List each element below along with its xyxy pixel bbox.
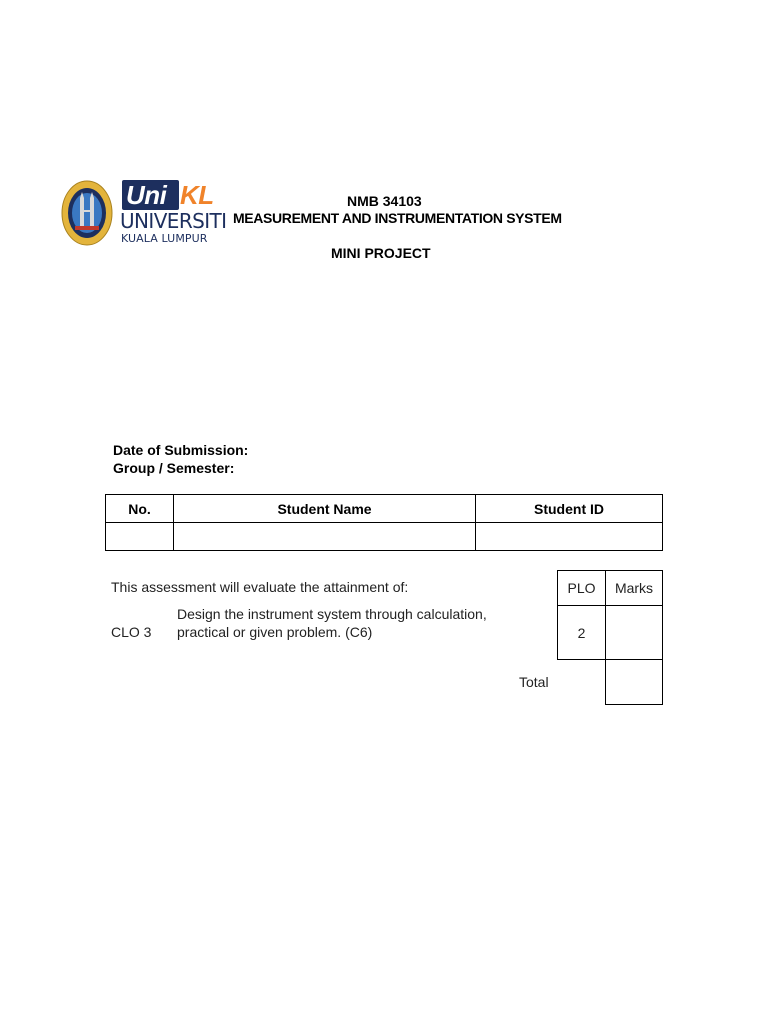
total-label: Total xyxy=(519,674,549,690)
cell-student-name[interactable] xyxy=(174,523,476,551)
brand-universiti-text: UNIVERSITI xyxy=(120,209,227,233)
brand-kl-text: KL xyxy=(180,180,214,210)
clo-label: CLO 3 xyxy=(111,624,152,640)
clo-description xyxy=(177,605,487,641)
marks-header-cell: Marks xyxy=(605,570,663,606)
course-title: MEASUREMENT AND INSTRUMENTATION SYSTEM xyxy=(233,210,562,226)
column-header-student-id: Student ID xyxy=(476,495,663,523)
cell-student-id[interactable] xyxy=(476,523,663,551)
brand-kuala-lumpur-text: KUALA LUMPUR xyxy=(121,232,208,245)
student-table xyxy=(105,494,663,551)
cell-no[interactable] xyxy=(106,523,174,551)
column-header-no: No. xyxy=(106,495,174,523)
table-row xyxy=(106,523,663,551)
student-table-header-row xyxy=(106,495,663,523)
plo-header-cell: PLO xyxy=(557,570,606,606)
university-crest-logo xyxy=(61,180,113,246)
column-header-student-name: Student Name xyxy=(174,495,476,523)
document-type: MINI PROJECT xyxy=(331,245,431,261)
total-marks-cell[interactable] xyxy=(605,659,663,705)
course-code: NMB 34103 xyxy=(347,193,422,209)
clo-description-line-2: practical or given problem. (C6) xyxy=(177,624,373,640)
brand-uni-text: Uni xyxy=(126,180,167,210)
plo-value-cell: 2 xyxy=(557,605,606,660)
group-semester-label: Group / Semester: xyxy=(113,460,235,476)
date-of-submission-label: Date of Submission: xyxy=(113,442,249,458)
assessment-intro-text: This assessment will evaluate the attainment of: xyxy=(111,579,409,595)
unikl-wordmark-logo xyxy=(120,180,227,248)
marks-input-cell[interactable] xyxy=(605,605,663,660)
clo-description-line-1: Design the instrument system through calculation, xyxy=(177,606,487,622)
